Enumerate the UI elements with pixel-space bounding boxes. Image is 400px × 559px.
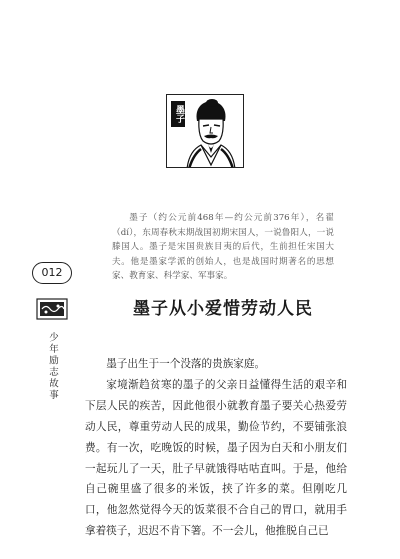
paragraph: 墨子出生于一个没落的贵族家庭。: [106, 358, 266, 370]
author-bio: 墨子（约公元前468年—约公元前376年），名翟（dí），东周春秋末期战国初期宋国人，一说鲁阳人，一说滕国人。墨子是宋国贵族目夷的后代，生前担任宋国大夫。他是墨家学派的创始人，也是战国时期著名的思想家、教育家、科学家、军事家。: [112, 213, 334, 282]
chapter-title: 墨子从小爱惜劳动人民: [133, 299, 313, 319]
body-text: [85, 354, 347, 542]
page-number: 012: [32, 262, 72, 284]
portrait-name-label: 墨子: [171, 101, 185, 127]
portrait-frame: [166, 94, 244, 168]
paragraph: 家境渐趋贫寒的墨子的父亲日益懂得生活的艰辛和下层人民的疾苦，因此他很小就教育墨子要关心热爱劳动人民，尊重劳动人民的成果，勤俭节约，不要铺张浪费。有一次，吃晚饭的时候，墨子因为白天和小朋友们一起玩儿了一天，肚子早就饿得咕咕直叫。于是，他给自己碗里盛了很多的米饭，挟了许多的菜。但刚吃几口，他忽然觉得今天的饭菜很不合自己的胃口，就用手拿着筷子，迟迟不肯下箸。不一会儿，他推脱自己已: [85, 378, 347, 538]
decorative-ornament-icon: [36, 298, 68, 320]
section-side-title: 少年励志故事: [47, 332, 58, 401]
